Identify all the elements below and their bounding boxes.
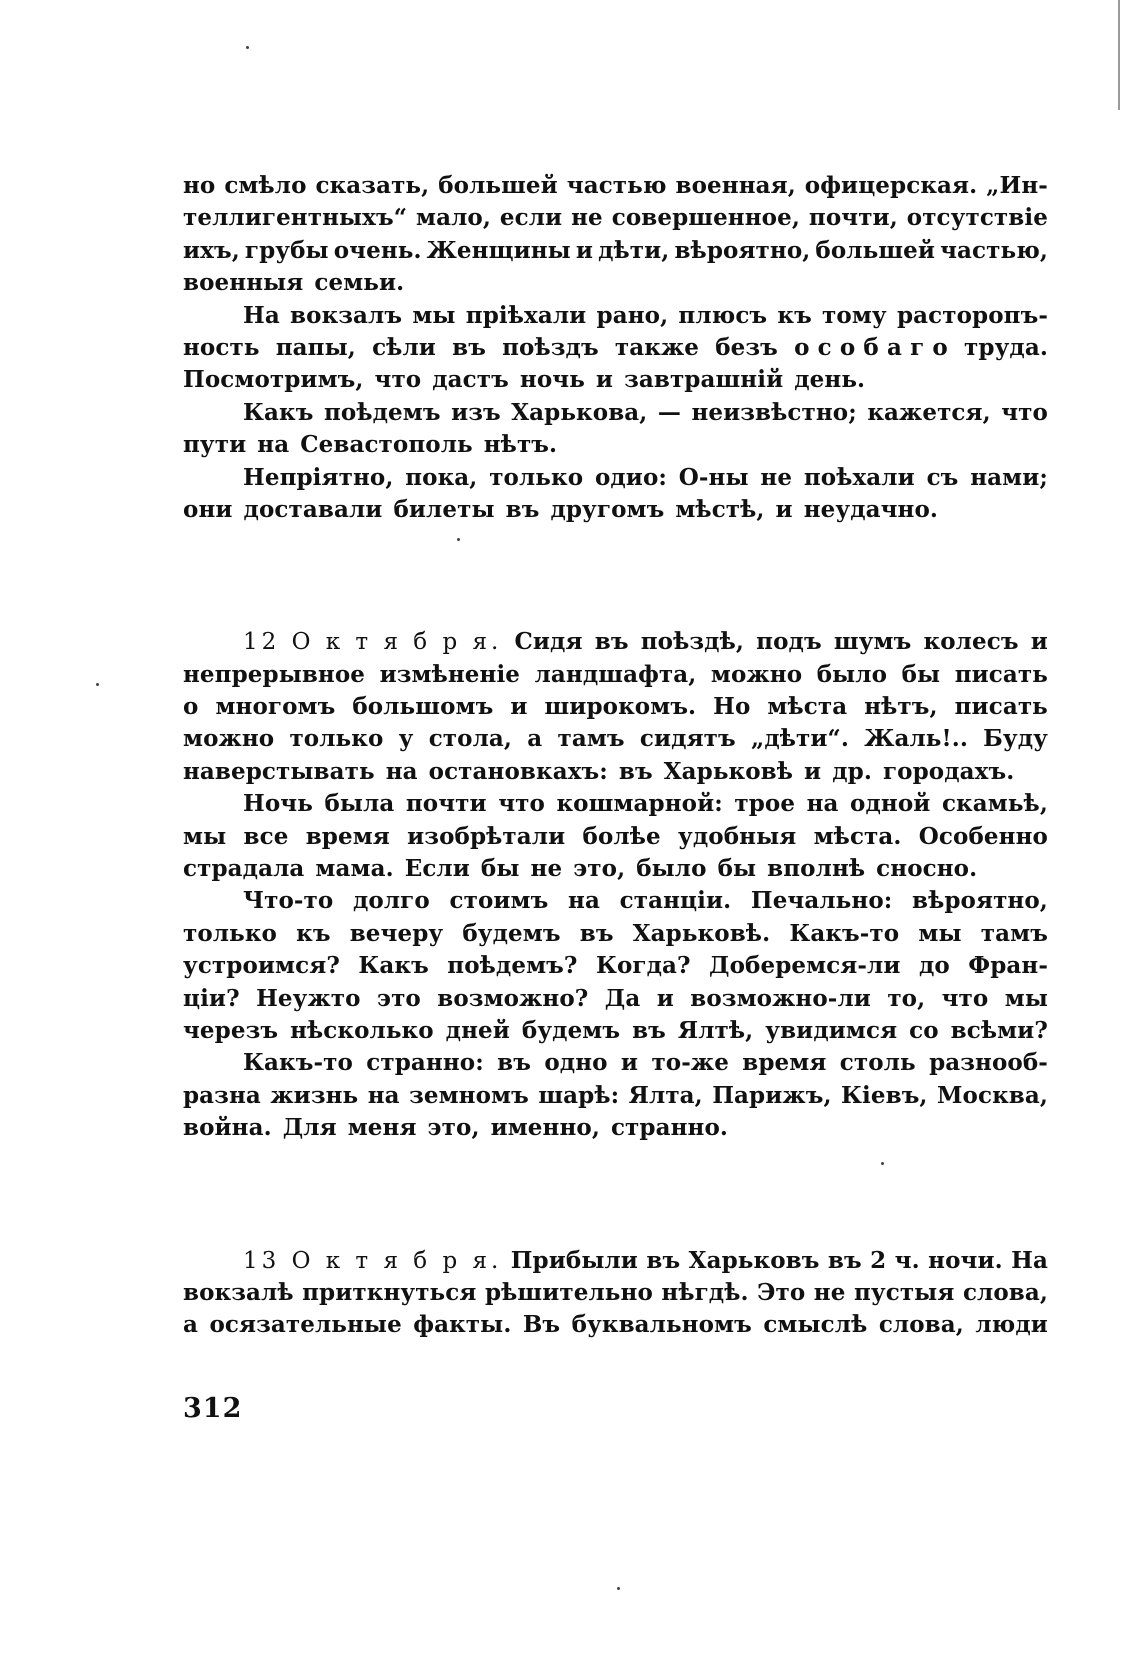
- text-line: ціи? Неужто это возможно? Да и возможно-ли то, что мы: [183, 984, 1048, 1012]
- diary-entry-oct-13: [183, 1245, 1048, 1342]
- text-line: Посмотримъ, что дастъ ночь и завтрашній день.: [183, 366, 866, 394]
- paragraph-block-1: [183, 170, 1048, 526]
- text-line: вокзалѣ приткнуться рѣшительно нѣгдѣ. Это не пустыя слова,: [183, 1278, 1048, 1306]
- text-line: можно только у стола, а тамъ сидятъ „дѣти“. Жаль!.. Буду: [183, 725, 1048, 753]
- text-line: пути на Севастополь нѣтъ.: [183, 431, 558, 459]
- text-line: 13 О к т я б р я. Прибыли въ Харьковъ въ 2 ч. ночи. На: [183, 1245, 1048, 1277]
- text-line: ихъ, грубы очень. Женщины и дѣти, вѣроятно, большей частью,: [183, 236, 1048, 264]
- scan-speck: [246, 46, 249, 49]
- text-line: разна жизнь на земномъ шарѣ: Ялта, Парижъ, Кіевъ, Москва,: [183, 1081, 1048, 1109]
- text-line: Какъ поѣдемъ изъ Харькова, — неизвѣстно; кажется, что: [243, 398, 1048, 426]
- diary-entry-oct-12: [183, 626, 1048, 1144]
- text-line: только къ вечеру будемъ въ Харьковѣ. Какъ-то мы тамъ: [183, 919, 1048, 947]
- text-line: Ночь была почти что кошмарной: трое на одной скамьѣ,: [243, 790, 1048, 818]
- entry-date: 12 О к т я б р я.: [243, 629, 503, 656]
- text-line: устроимся? Какъ поѣдемъ? Когда? Доберемся-ли до Фран-: [183, 952, 1048, 980]
- text-line: наверстывать на остановкахъ: въ Харьковѣ и др. городахъ.: [183, 757, 1015, 785]
- text-line: Непріятно, пока, только одио: О-ны не поѣхали съ нами;: [243, 463, 1048, 491]
- text-line: они доставали билеты въ другомъ мѣстѣ, и неудачно.: [183, 495, 939, 523]
- text-line: ность папы, сѣли въ поѣздъ также безъ о с о б а г о труда.: [183, 333, 1048, 361]
- page-number: 312: [183, 1393, 243, 1424]
- text-line: о многомъ большомъ и широкомъ. Но мѣста нѣтъ, писать: [183, 693, 1048, 721]
- text-line: теллигентныхъ“ мало, если не совершенное, почти, отсутствіе: [183, 204, 1048, 232]
- text-line: но смѣло сказать, большей частью военная, офицерская. „Ин-: [183, 172, 1048, 199]
- text-line: непрерывное измѣненіе ландшафта, можно было бы писать: [183, 660, 1048, 688]
- text-line: На вокзалъ мы пріѣхали рано, плюсъ къ тому расторопъ-: [243, 301, 1048, 329]
- text-line: Какъ-то странно: въ одно и то-же время столь разнооб-: [243, 1049, 1048, 1077]
- text-line: Что-то долго стоимъ на станціи. Печально: вѣроятно,: [243, 887, 1048, 915]
- text-line: черезъ нѣсколько дней будемъ въ Ялтѣ, увидимся со всѣми?: [183, 1016, 1048, 1044]
- text-line: война. Для меня это, именно, странно.: [183, 1114, 729, 1142]
- section-gap: [183, 1145, 1048, 1245]
- text-line: а осязательные факты. Въ буквальномъ смыслѣ слова, люди: [183, 1311, 1048, 1339]
- page-text: [183, 170, 1048, 1342]
- section-gap: [183, 526, 1048, 626]
- text-line: 12 О к т я б р я. Сидя въ поѣздѣ, подъ шумъ колесъ и: [183, 626, 1048, 658]
- text-line: страдала мама. Если бы не это, было бы вполнѣ сносно.: [183, 855, 978, 883]
- text-line: мы все время изобрѣтали болѣе удобныя мѣста. Особенно: [183, 822, 1048, 850]
- text-line: военныя семьи.: [183, 269, 405, 297]
- entry-date: 13 О к т я б р я.: [243, 1247, 503, 1274]
- scan-speck: [96, 683, 99, 686]
- scan-speck: [617, 1587, 620, 1590]
- page-edge-rule: [1118, 0, 1120, 110]
